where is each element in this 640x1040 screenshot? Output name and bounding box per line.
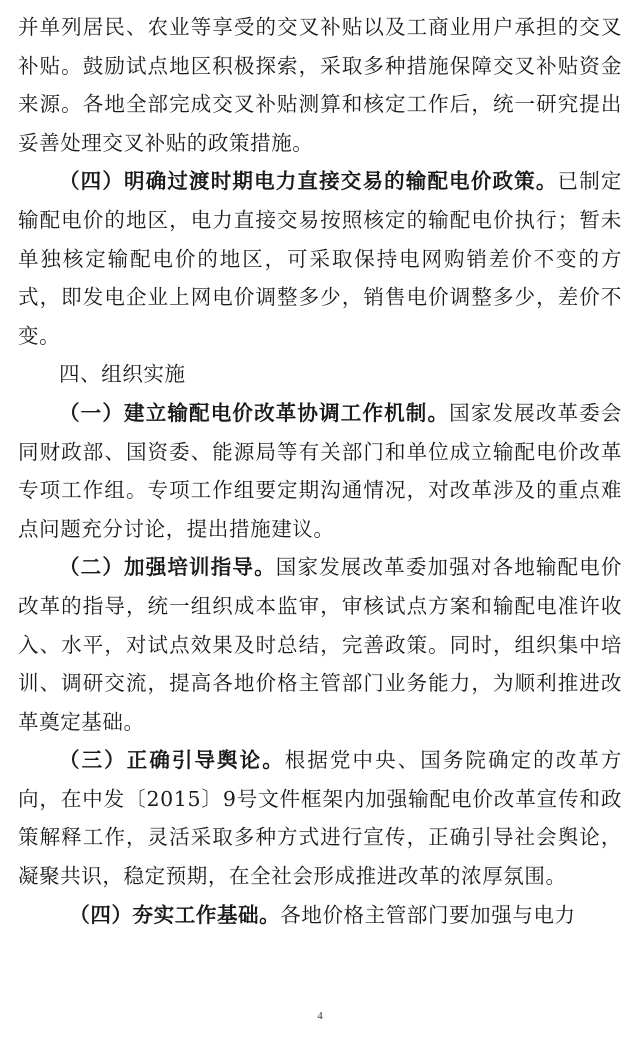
document-body	[18, 8, 622, 934]
paragraph-heading: （四）夯实工作基础。	[69, 902, 281, 927]
paragraph-text: 国家发展改革委加强对各地输配电价改革的指导，统一组织成本监审，审核试点方案和输配电准许收入、水平，对试点效果及时总结，完善政策。同时，组织集中培训、调研交流，提高各地价格主管部门业务能力，为顺利推进改革奠定基础。	[18, 555, 622, 734]
paragraph-heading: （四）明确过渡时期电力直接交易的输配电价政策。	[59, 169, 558, 194]
paragraph-training-guidance	[18, 548, 622, 741]
paragraph-coordination-mechanism	[18, 394, 622, 548]
paragraph-heading: （三）正确引导舆论。	[59, 748, 285, 773]
page-number: 4	[317, 1010, 323, 1022]
paragraph-cross-subsidy	[18, 8, 622, 162]
paragraph-text: 已制定输配电价的地区，电力直接交易按照核定的输配电价执行；暂未单独核定输配电价的地区，可采取保持电网购销差价不变的方式，即发电企业上网电价调整多少，销售电价调整多少，差价不变。	[18, 169, 622, 348]
paragraph-work-foundation	[18, 896, 622, 935]
paragraph-transmission-price-policy	[18, 162, 622, 355]
paragraph-text: 并单列居民、农业等享受的交叉补贴以及工商业用户承担的交叉补贴。鼓励试点地区积极探索，采取多种措施保障交叉补贴资金来源。各地全部完成交叉补贴测算和核定工作后，统一研究提出妥善处理交叉补贴的政策措施。	[18, 15, 622, 155]
section-title-text: 四、组织实施	[59, 362, 186, 387]
paragraph-public-opinion	[18, 741, 622, 895]
section-title-organization	[18, 355, 622, 394]
paragraph-text: 根据党中央、国务院确定的改革方向，在中发〔2015〕9号文件框架内加强输配电价改革宣传和政策解释工作，灵活采取多种方式进行宣传，正确引导社会舆论，凝聚共识，稳定预期，在全社会形成推进改革的浓厚氛围。	[18, 748, 623, 889]
paragraph-text: 各地价格主管部门要加强与电力	[280, 902, 576, 927]
paragraph-text: 国家发展改革委会同财政部、国资委、能源局等有关部门和单位成立输配电价改革专项工作组。专项工作组要定期沟通情况，对改革涉及的重点难点问题充分讨论，提出措施建议。	[18, 400, 622, 541]
paragraph-heading: （一）建立输配电价改革协调工作机制。	[59, 400, 450, 425]
paragraph-heading: （二）加强培训指导。	[59, 555, 276, 580]
